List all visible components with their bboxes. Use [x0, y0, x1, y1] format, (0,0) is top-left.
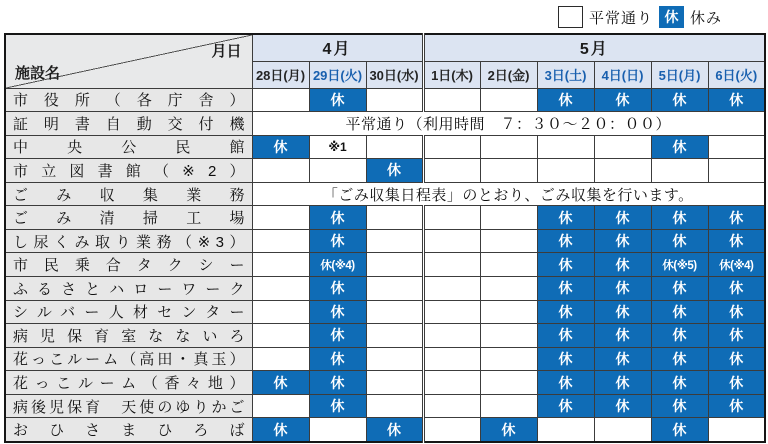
- day-cell-休(※4): 休(※4): [309, 253, 366, 277]
- table-row: [5, 206, 765, 230]
- day-cell-休: 休: [651, 229, 708, 253]
- date-header-6日(火): 6日(火): [708, 61, 765, 88]
- day-cell-open: [423, 159, 480, 183]
- table-row: [5, 229, 765, 253]
- facility-name: ごみ清掃工場: [5, 206, 252, 230]
- day-cell-休: 休: [252, 135, 309, 159]
- day-cell-休: 休: [366, 159, 423, 183]
- day-cell-open: [366, 371, 423, 395]
- day-cell-休: 休: [651, 418, 708, 442]
- date-header-1日(木): 1日(木): [423, 61, 480, 88]
- corner-header-cell: [5, 34, 252, 88]
- day-cell-休: 休: [594, 347, 651, 371]
- table-row: [5, 418, 765, 442]
- day-cell-open: [423, 88, 480, 112]
- day-cell-休: 休: [651, 300, 708, 324]
- day-cell-open: [480, 347, 537, 371]
- day-cell-休: 休: [651, 371, 708, 395]
- day-cell-休: 休: [708, 324, 765, 348]
- legend: [558, 4, 722, 30]
- date-header-3日(土): 3日(土): [537, 61, 594, 88]
- day-cell-休: 休: [537, 324, 594, 348]
- legend-normal-box: [558, 6, 583, 28]
- day-cell-open: [252, 324, 309, 348]
- day-cell-open: [480, 229, 537, 253]
- day-cell-休: 休: [309, 371, 366, 395]
- month-header-may: 5月: [423, 34, 765, 61]
- day-cell-open: [423, 394, 480, 418]
- day-cell-休: 休: [651, 394, 708, 418]
- day-cell-open: [480, 135, 537, 159]
- day-cell-休: 休: [366, 418, 423, 442]
- day-cell-休: 休: [537, 206, 594, 230]
- facility-name: 市立図書館（※2）: [5, 159, 252, 183]
- day-cell-open: [594, 418, 651, 442]
- day-cell-休(※4): 休(※4): [708, 253, 765, 277]
- table-row: [5, 182, 765, 206]
- corner-label-facility: 施設名: [15, 64, 61, 82]
- day-cell-休: 休: [537, 300, 594, 324]
- table-row: [5, 300, 765, 324]
- facility-name: ふるさとハローワーク: [5, 277, 252, 301]
- day-cell-open: [480, 300, 537, 324]
- day-cell-open: [252, 394, 309, 418]
- day-cell-休: 休: [309, 394, 366, 418]
- day-cell-open: [423, 418, 480, 442]
- day-cell-休: 休: [651, 206, 708, 230]
- facility-name: シルバー人材センター: [5, 300, 252, 324]
- day-cell-open: [366, 206, 423, 230]
- day-cell-open: [594, 135, 651, 159]
- day-cell-open: [423, 206, 480, 230]
- day-cell-open: [252, 253, 309, 277]
- day-cell-open: [537, 159, 594, 183]
- table-row: [5, 112, 765, 136]
- day-cell-open: [480, 159, 537, 183]
- day-cell-open: [252, 229, 309, 253]
- day-cell-open: [309, 418, 366, 442]
- day-cell-open: [423, 347, 480, 371]
- day-cell-休: 休: [309, 324, 366, 348]
- day-cell-open: [366, 277, 423, 301]
- day-cell-open: [423, 300, 480, 324]
- day-cell-休: 休: [651, 324, 708, 348]
- day-cell-open: [252, 300, 309, 324]
- table-row: [5, 324, 765, 348]
- day-cell-休: 休: [252, 418, 309, 442]
- day-cell-休(※5): 休(※5): [651, 253, 708, 277]
- day-cell-休: 休: [708, 229, 765, 253]
- day-cell-休: 休: [651, 135, 708, 159]
- day-cell-open: [423, 253, 480, 277]
- facility-name: ごみ収集業務: [5, 182, 252, 206]
- facility-name: 証明書自動交付機: [5, 112, 252, 136]
- facility-name: 花っこルーム（高田・真玉）: [5, 347, 252, 371]
- month-header-row: [5, 34, 765, 61]
- facility-name: 市民乗合タクシー: [5, 253, 252, 277]
- legend-closed-label: 休み: [689, 9, 722, 27]
- day-cell-休: 休: [651, 88, 708, 112]
- table-row: [5, 277, 765, 301]
- day-cell-休: 休: [537, 371, 594, 395]
- day-cell-open: [252, 159, 309, 183]
- date-header-2日(金): 2日(金): [480, 61, 537, 88]
- day-cell-open: [480, 394, 537, 418]
- day-cell-休: 休: [309, 300, 366, 324]
- day-cell-休: 休: [537, 229, 594, 253]
- day-cell-open: [366, 253, 423, 277]
- legend-closed-box: 休: [659, 6, 684, 28]
- day-cell-休: 休: [708, 277, 765, 301]
- day-cell-休: 休: [594, 300, 651, 324]
- day-cell-休: 休: [594, 88, 651, 112]
- day-cell-open: [366, 300, 423, 324]
- day-cell-open: [423, 229, 480, 253]
- day-cell-open: [708, 159, 765, 183]
- day-cell-休: 休: [309, 229, 366, 253]
- day-cell-open: [480, 253, 537, 277]
- table-row: [5, 394, 765, 418]
- day-cell-open: [366, 324, 423, 348]
- day-cell-休: 休: [594, 394, 651, 418]
- day-cell-open: [423, 324, 480, 348]
- table-row: [5, 253, 765, 277]
- day-cell-休: 休: [309, 277, 366, 301]
- day-cell-休: 休: [708, 88, 765, 112]
- facility-name: 病児保育室なないろ: [5, 324, 252, 348]
- day-cell-open: [252, 206, 309, 230]
- day-cell-open: [423, 277, 480, 301]
- date-header-29日(火): 29日(火): [309, 61, 366, 88]
- day-cell-休: 休: [708, 347, 765, 371]
- month-header-april: 4月: [252, 34, 423, 61]
- facility-name: 病後児保育 天使のゆりかご: [5, 394, 252, 418]
- day-cell-open: [366, 88, 423, 112]
- day-cell-休: 休: [708, 371, 765, 395]
- merged-note-cell: 「ごみ収集日程表」のとおり、ごみ収集を行います。: [252, 182, 765, 206]
- facility-name: おひさまひろば: [5, 418, 252, 442]
- date-header-5日(月): 5日(月): [651, 61, 708, 88]
- day-cell-休: 休: [537, 88, 594, 112]
- day-cell-open: [708, 418, 765, 442]
- table-row: [5, 135, 765, 159]
- day-cell-休: 休: [594, 324, 651, 348]
- day-cell-休: 休: [309, 88, 366, 112]
- day-cell-休: 休: [651, 347, 708, 371]
- table-row: [5, 159, 765, 183]
- day-cell-休: 休: [594, 277, 651, 301]
- corner-label-date: 月日: [211, 43, 242, 60]
- day-cell-休: 休: [537, 394, 594, 418]
- day-cell-休: 休: [537, 253, 594, 277]
- day-cell-open: [537, 135, 594, 159]
- day-cell-休: 休: [594, 253, 651, 277]
- day-cell-open: [309, 159, 366, 183]
- facility-name: し尿くみ取り業務（※3）: [5, 229, 252, 253]
- facility-name: 中央公民館: [5, 135, 252, 159]
- day-cell-休: 休: [708, 394, 765, 418]
- day-cell-休: 休: [252, 371, 309, 395]
- day-cell-open: [252, 347, 309, 371]
- table-row: [5, 347, 765, 371]
- table-row: [5, 371, 765, 395]
- table-row: [5, 88, 765, 112]
- day-cell-休: 休: [708, 300, 765, 324]
- day-cell-※1: ※1: [309, 135, 366, 159]
- day-cell-休: 休: [708, 206, 765, 230]
- day-cell-open: [480, 371, 537, 395]
- day-cell-休: 休: [594, 371, 651, 395]
- date-header-28日(月): 28日(月): [252, 61, 309, 88]
- day-cell-open: [366, 229, 423, 253]
- day-cell-休: 休: [480, 418, 537, 442]
- facility-name: 市役所（各庁舎）: [5, 88, 252, 112]
- day-cell-open: [480, 206, 537, 230]
- day-cell-open: [366, 394, 423, 418]
- day-cell-open: [594, 159, 651, 183]
- day-cell-open: [366, 347, 423, 371]
- merged-note-cell: 平常通り（利用時間 ７：３０～２０：００）: [252, 112, 765, 136]
- day-cell-休: 休: [594, 229, 651, 253]
- day-cell-open: [480, 277, 537, 301]
- day-cell-休: 休: [309, 347, 366, 371]
- day-cell-open: [708, 135, 765, 159]
- day-cell-休: 休: [537, 277, 594, 301]
- day-cell-open: [480, 324, 537, 348]
- day-cell-open: [480, 88, 537, 112]
- day-cell-休: 休: [537, 347, 594, 371]
- day-cell-open: [366, 135, 423, 159]
- day-cell-open: [651, 159, 708, 183]
- day-cell-open: [252, 277, 309, 301]
- facility-schedule-table: [4, 33, 766, 443]
- day-cell-open: [423, 135, 480, 159]
- day-cell-休: 休: [594, 206, 651, 230]
- facility-name: 花っこルーム（香々地）: [5, 371, 252, 395]
- day-cell-休: 休: [309, 206, 366, 230]
- legend-normal-label: 平常通り: [588, 9, 653, 27]
- day-cell-open: [252, 88, 309, 112]
- date-header-30日(水): 30日(水): [366, 61, 423, 88]
- day-cell-休: 休: [651, 277, 708, 301]
- date-header-4日(日): 4日(日): [594, 61, 651, 88]
- day-cell-open: [537, 418, 594, 442]
- day-cell-open: [423, 371, 480, 395]
